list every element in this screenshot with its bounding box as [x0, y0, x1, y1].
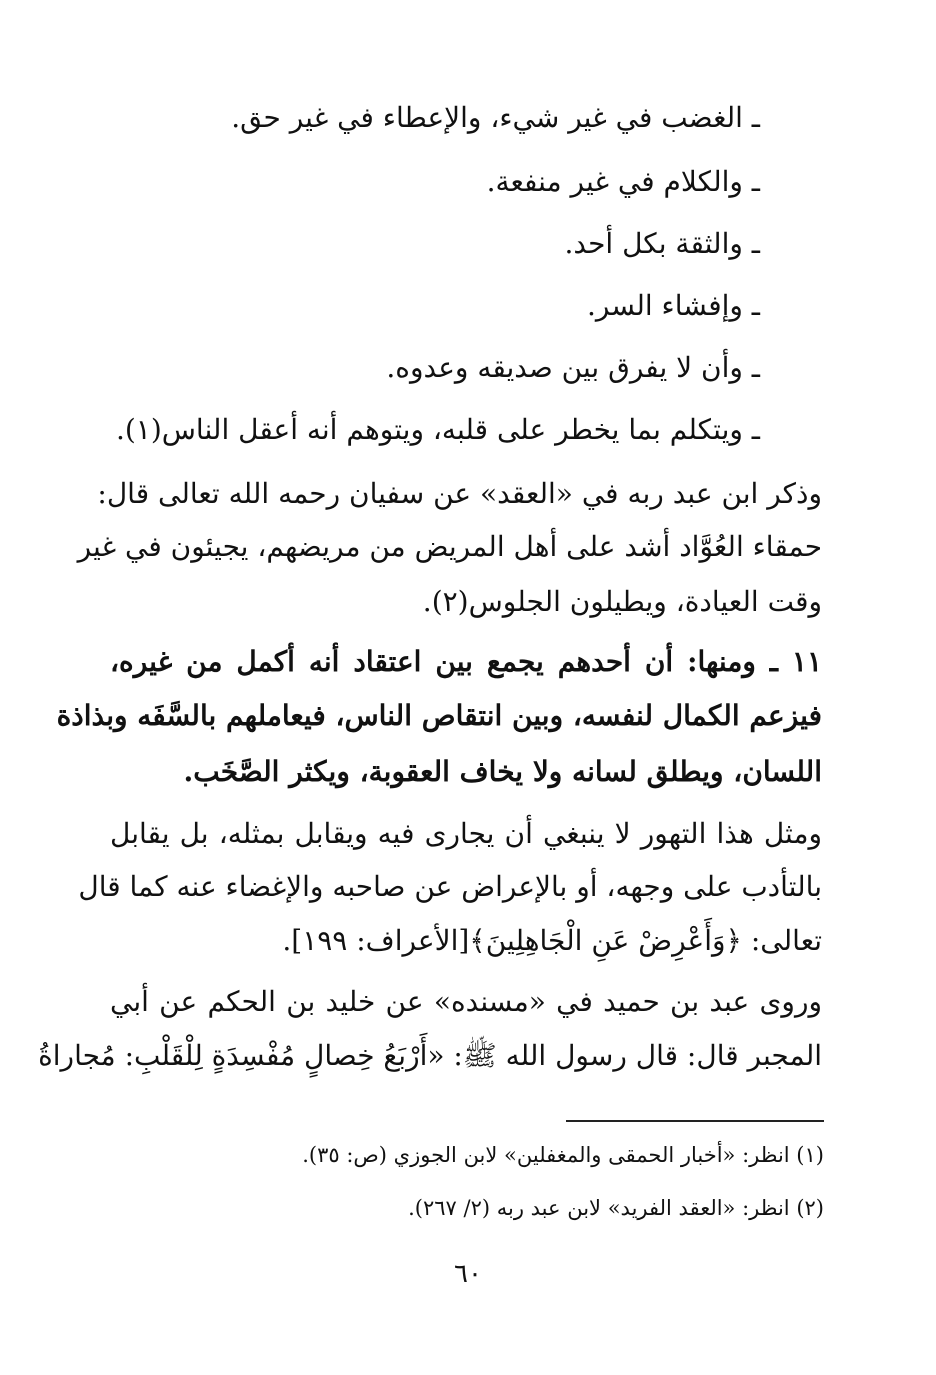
list-item: ـ والثقة بكل أحد.: [564, 227, 760, 260]
list-item: ـ والكلام في غير منفعة.: [486, 165, 760, 198]
list-item: ـ وأن لا يفرق بين صديقه وعدوه.: [386, 351, 760, 384]
page-number: ٦٠: [454, 1259, 482, 1289]
list-item: ـ الغضب في غير شيء، والإعطاء في غير حق.: [231, 101, 760, 134]
quran-verse-line: تعالى: ﴿وَأَعْرِضْ عَنِ الْجَاهِلِينَ﴾[الأعراف: ١٩٩].: [282, 924, 822, 957]
bold-paragraph-line: ١١ ـ ومنها: أن أحدهم يجمع بين اعتقاد أنه أكمل من غيره،: [110, 645, 822, 678]
hadith-line: المجبر قال: قال رسول الله ﷺ: «أَرْبَعُ خِصالٍ مُفْسِدَةٍ لِلْقَلْبِ: مُجاراةُ: [38, 1039, 822, 1072]
list-item: ـ وإفشاء السر.: [586, 289, 760, 322]
paragraph-line: وروى عبد بن حميد في «مسنده» عن خليد بن الحكم عن أبي: [110, 985, 822, 1018]
paragraph-line: حمقاء العُوَّاد أشد على أهل المريض من مريضهم، يجيئون في غير: [77, 530, 822, 563]
footnote: (٢) انظر: «العقد الفريد» لابن عبد ربه (٢/ ٢٦٧).: [408, 1196, 824, 1220]
footnote-separator: [566, 1120, 824, 1122]
bold-paragraph-line: اللسان، ويطلق لسانه ولا يخاف العقوبة، ويكثر الصَّخَب.: [183, 755, 822, 788]
bold-paragraph-line: فيزعم الكمال لنفسه، وبين انتقاص الناس، فيعاملهم بالسَّفَه وبذاذة: [56, 699, 822, 732]
footnote: (١) انظر: «أخبار الحمقى والمغفلين» لابن الجوزي (ص: ٣٥).: [302, 1143, 824, 1167]
paragraph-line: ومثل هذا التهور لا ينبغي أن يجارى فيه ويقابل بمثله، بل يقابل: [110, 817, 822, 850]
paragraph-line: وذكر ابن عبد ربه في «العقد» عن سفيان رحمه الله تعالى قال:: [97, 477, 822, 510]
paragraph-line: بالتأدب على وجهه، أو بالإعراض عن صاحبه والإغضاء عنه كما قال: [78, 870, 822, 903]
list-item: ـ ويتكلم بما يخطر على قلبه، ويتوهم أنه أعقل الناس(١).: [115, 413, 760, 446]
paragraph-line: وقت العيادة، ويطيلون الجلوس(٢).: [422, 585, 822, 618]
